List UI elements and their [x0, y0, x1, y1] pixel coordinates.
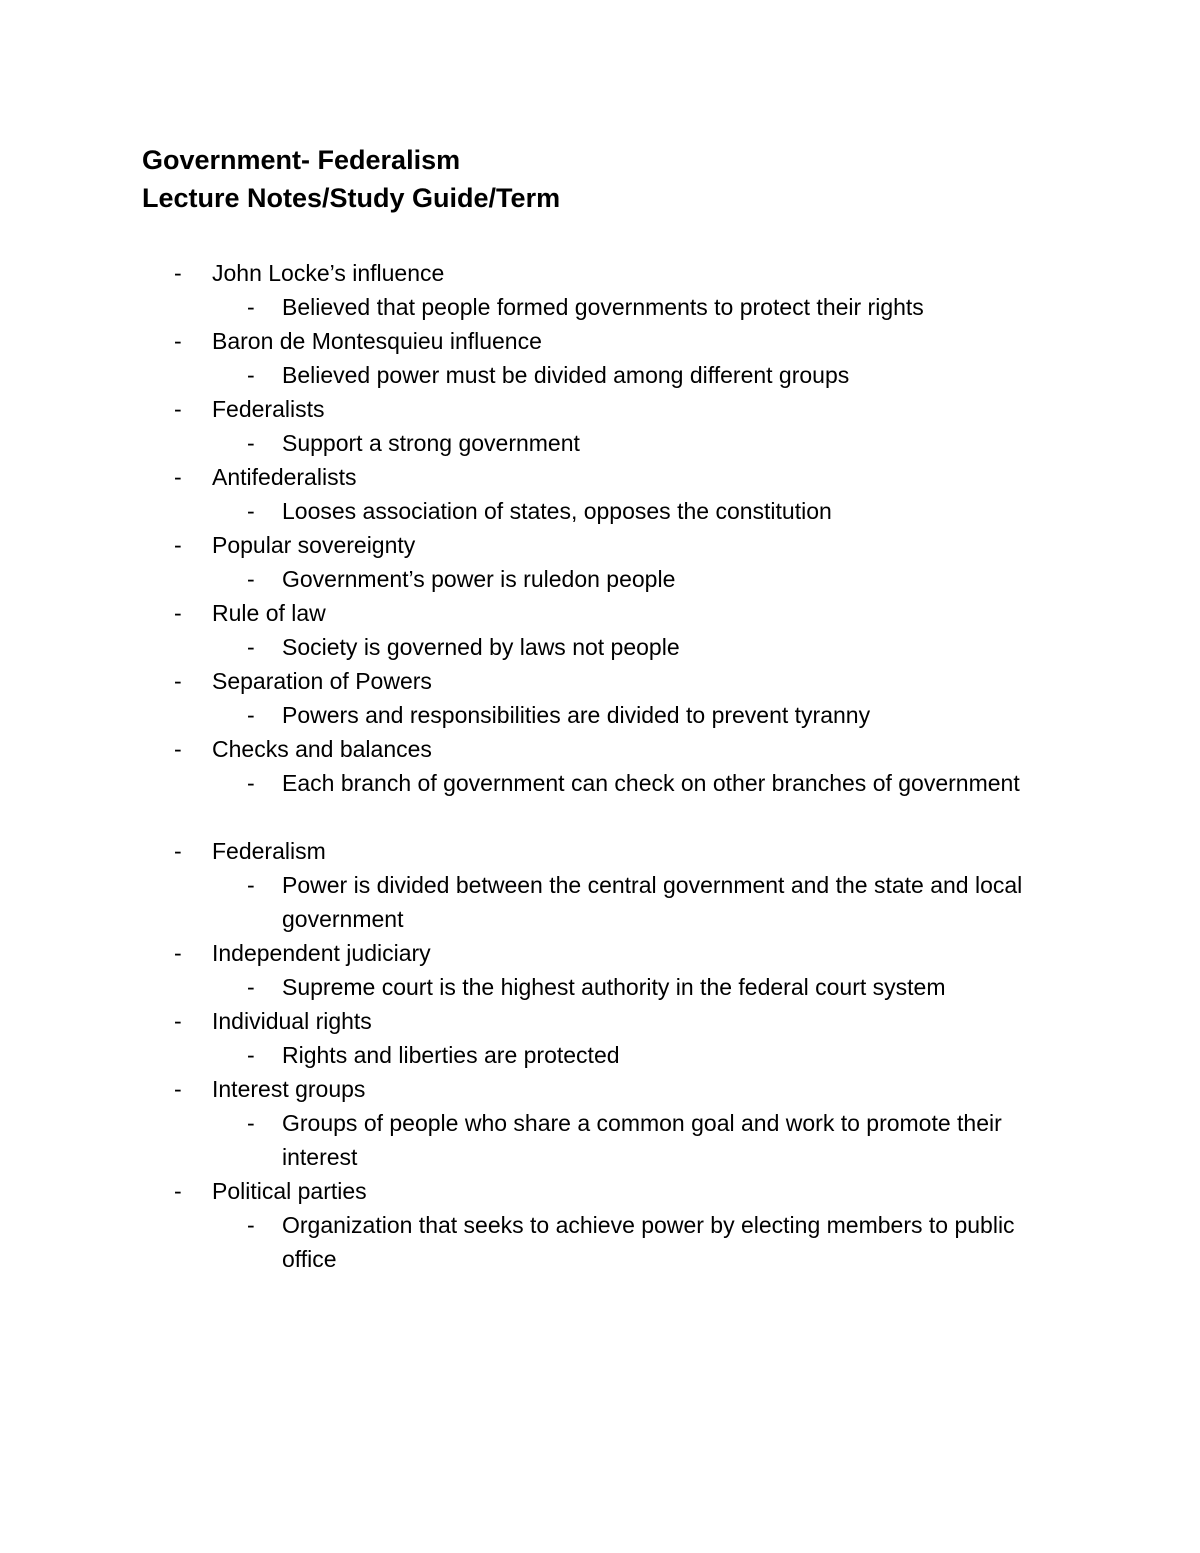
bullet-dash: - [174, 940, 182, 966]
bullet-dash: - [174, 532, 182, 558]
bullet-dash: - [247, 872, 255, 898]
detail-text: Power is divided between the central government and the state and local government [282, 872, 1023, 932]
bullet-dash: - [174, 260, 182, 286]
list-item-detail [0, 698, 1200, 732]
bullet-dash: - [247, 974, 255, 1000]
notes-outline [0, 256, 1200, 1276]
detail-text: Each branch of government can check on other branches of government [282, 770, 1020, 796]
list-item-term [0, 1072, 1200, 1106]
term-text: Federalism [212, 838, 326, 864]
detail-text: Organization that seeks to achieve power by electing members to public office [282, 1212, 1015, 1272]
list-item-term [0, 596, 1200, 630]
detail-text: Believed power must be divided among different groups [282, 362, 850, 388]
detail-text: Rights and liberties are protected [282, 1042, 620, 1068]
bullet-dash: - [174, 396, 182, 422]
bullet-dash: - [247, 634, 255, 660]
term-text: Rule of law [212, 600, 326, 626]
bullet-dash: - [174, 1008, 182, 1034]
bullet-dash: - [174, 328, 182, 354]
list-item-detail [0, 1208, 1200, 1276]
bullet-dash: - [174, 736, 182, 762]
detail-text: Looses association of states, opposes the constitution [282, 498, 832, 524]
list-item-detail [0, 562, 1200, 596]
list-item-detail [0, 1038, 1200, 1072]
title-block [142, 141, 1092, 217]
bullet-dash: - [174, 600, 182, 626]
list-item-term [0, 1174, 1200, 1208]
term-text: Separation of Powers [212, 668, 432, 694]
list-item-detail [0, 868, 1200, 936]
detail-text: Believed that people formed governments to protect their rights [282, 294, 924, 320]
term-text: Baron de Montesquieu influence [212, 328, 542, 354]
list-item-detail [0, 766, 1200, 834]
bullet-dash: - [247, 1212, 255, 1238]
bullet-dash: - [174, 464, 182, 490]
bullet-dash: - [247, 1042, 255, 1068]
bullet-dash: - [247, 294, 255, 320]
bullet-dash: - [247, 430, 255, 456]
list-item-term [0, 732, 1200, 766]
detail-text: Supreme court is the highest authority in the federal court system [282, 974, 946, 1000]
bullet-dash: - [247, 1110, 255, 1136]
list-item-detail [0, 970, 1200, 1004]
bullet-dash: - [174, 1178, 182, 1204]
list-item-term [0, 392, 1200, 426]
term-text: Political parties [212, 1178, 367, 1204]
bullet-dash: - [247, 702, 255, 728]
detail-text: Government’s power is ruledon people [282, 566, 676, 592]
list-item-term [0, 936, 1200, 970]
page-title: Government- Federalism [142, 145, 461, 175]
detail-text: Powers and responsibilities are divided to prevent tyranny [282, 702, 871, 728]
term-text: John Locke’s influence [212, 260, 445, 286]
term-text: Independent judiciary [212, 940, 431, 966]
list-item-term [0, 460, 1200, 494]
term-text: Popular sovereignty [212, 532, 416, 558]
list-item-term [0, 1004, 1200, 1038]
detail-text: Support a strong government [282, 430, 580, 456]
list-item-term [0, 324, 1200, 358]
bullet-dash: - [247, 770, 255, 796]
list-item-term [0, 256, 1200, 290]
detail-text: Groups of people who share a common goal and work to promote their interest [282, 1110, 1002, 1170]
bullet-dash: - [247, 498, 255, 524]
page-subtitle: Lecture Notes/Study Guide/Term [142, 183, 561, 213]
term-text: Antifederalists [212, 464, 357, 490]
list-item-term [0, 834, 1200, 868]
bullet-dash: - [247, 566, 255, 592]
bullet-dash: - [174, 838, 182, 864]
list-item-detail [0, 290, 1200, 324]
term-text: Checks and balances [212, 736, 432, 762]
list-item-detail [0, 426, 1200, 460]
bullet-dash: - [174, 1076, 182, 1102]
detail-text: Society is governed by laws not people [282, 634, 680, 660]
term-text: Individual rights [212, 1008, 372, 1034]
list-item-detail [0, 630, 1200, 664]
bullet-dash: - [174, 668, 182, 694]
list-item-term [0, 664, 1200, 698]
bullet-dash: - [247, 362, 255, 388]
list-item-term [0, 528, 1200, 562]
term-text: Federalists [212, 396, 325, 422]
term-text: Interest groups [212, 1076, 366, 1102]
list-item-detail [0, 494, 1200, 528]
list-item-detail [0, 1106, 1200, 1174]
list-item-detail [0, 358, 1200, 392]
